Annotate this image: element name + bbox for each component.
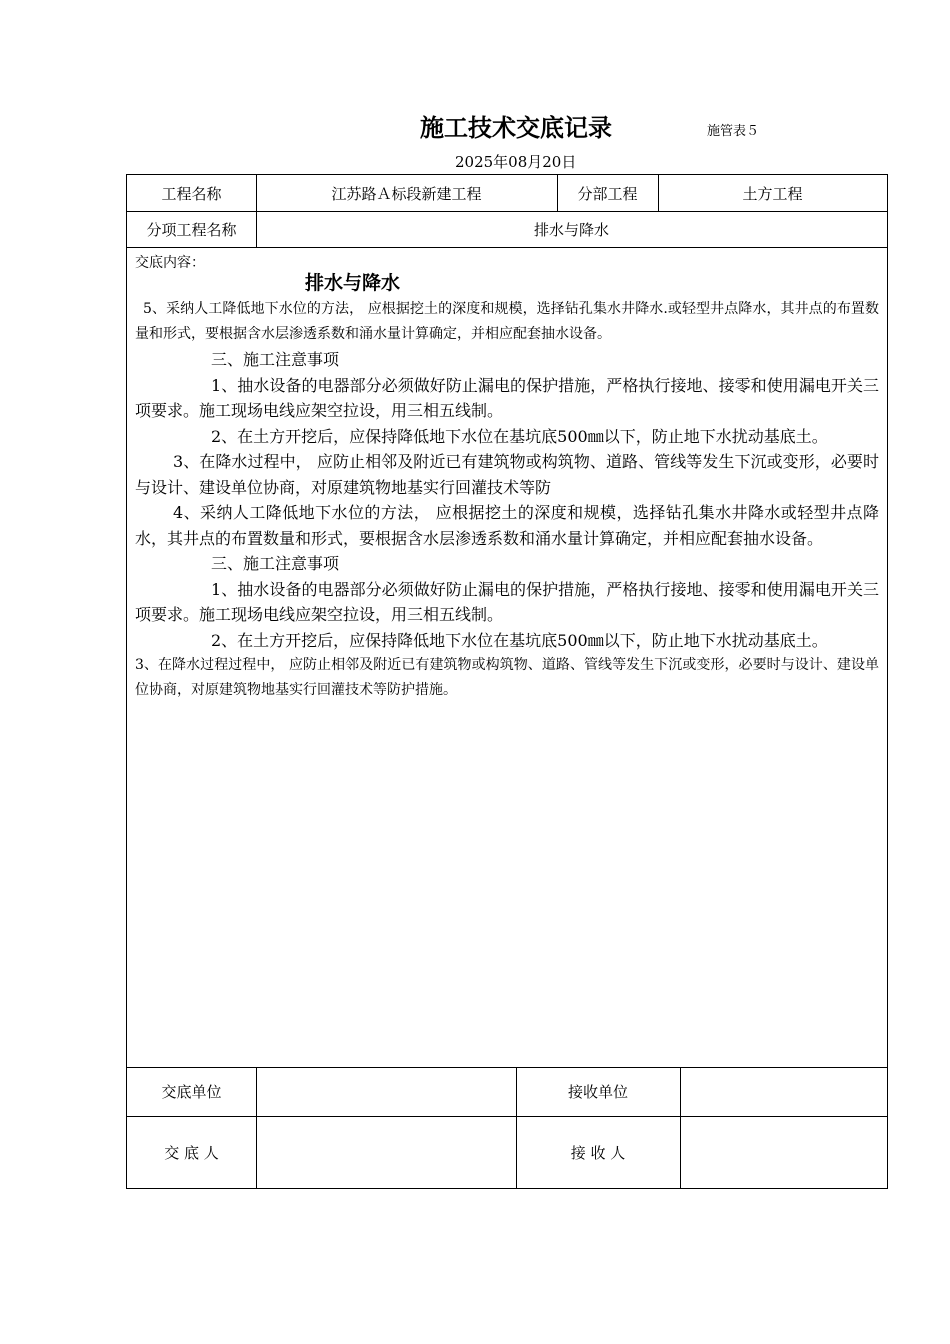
division-label: 分部工程 — [577, 184, 638, 203]
document-date: 2025年08月20日 — [455, 153, 577, 171]
receiving-unit-value — [680, 1067, 887, 1116]
handover-unit-value — [256, 1067, 516, 1116]
content-heading: 排水与降水 — [305, 272, 401, 294]
handover-person-label: 交 底 人 — [164, 1143, 219, 1162]
division-value: 土方工程 — [742, 184, 803, 203]
content-paragraph: 3、在降水过程中， 应防止相邻及附近已有建筑物或构筑物、道路、管线等发生下沉或变形，必要时与设计、建设单位协商，对原建筑物地基实行回灌技术等防 — [135, 452, 879, 497]
row-divider — [127, 247, 887, 248]
content-paragraph: 三、施工注意事项 — [211, 350, 340, 369]
content-label: 交底内容： — [135, 255, 205, 271]
handover-unit-label: 交底单位 — [161, 1083, 222, 1101]
content-paragraph: 1、抽水设备的电器部分必须做好防止漏电的保护措施，严格执行接地、接零和使用漏电开关三项要求。施工现场电线应架空拉设，用三相五线制。 — [135, 579, 879, 624]
content-paragraph: 2、在土方开挖后，应保持降低地下水位在基坑底500㎜以下，防止地下水扰动基底土。 — [211, 426, 828, 446]
subitem-value: 排水与降水 — [533, 220, 609, 239]
subitem-label: 分项工程名称 — [146, 220, 237, 239]
content-paragraph: 1、抽水设备的电器部分必须做好防止漏电的保护措施，严格执行接地、接零和使用漏电开关三项要求。施工现场电线应架空拉设，用三相五线制。 — [135, 375, 879, 420]
handover-person-value — [256, 1116, 516, 1188]
document-title: 施工技术交底记录 — [420, 113, 612, 142]
handover-content — [135, 249, 879, 703]
project-name-value: 江苏路Ａ标段新建工程 — [331, 184, 482, 203]
record-table — [126, 174, 888, 1189]
project-name-label: 工程名称 — [161, 184, 222, 203]
receiver-label: 接 收 人 — [570, 1143, 626, 1162]
receiver-value — [680, 1116, 887, 1188]
content-paragraph: 4、采纳人工降低地下水位的方法， 应根据挖土的深度和规模，选择钻孔集水井降水或轻型井点降水，其井点的布置数量和形式，要根据含水层渗透系数和涌水量计算确定，并相应配套抽水设备。 — [135, 503, 879, 548]
content-paragraph: 三、施工注意事项 — [211, 554, 340, 573]
content-paragraph: 3、在降水过程过程中， 应防止相邻及附近已有建筑物或构筑物、道路、管线等发生下沉或变形，必要时与设计、建设单位协商，对原建筑物地基实行回灌技术等防护措施。 — [135, 657, 879, 698]
content-paragraph: 2、在土方开挖后，应保持降低地下水位在基坑底500㎜以下，防止地下水扰动基底土。 — [211, 630, 828, 650]
receiving-unit-label: 接收单位 — [567, 1083, 628, 1101]
content-paragraph: 5、采纳人工降低地下水位的方法， 应根据挖土的深度和规模，选择钻孔集水井降水.或轻型井点降水，其井点的布置数量和形式，要根据含水层渗透系数和涌水量计算确定，并相应配套抽水设备。 — [135, 301, 879, 342]
form-number: 施管表５ — [707, 124, 760, 139]
